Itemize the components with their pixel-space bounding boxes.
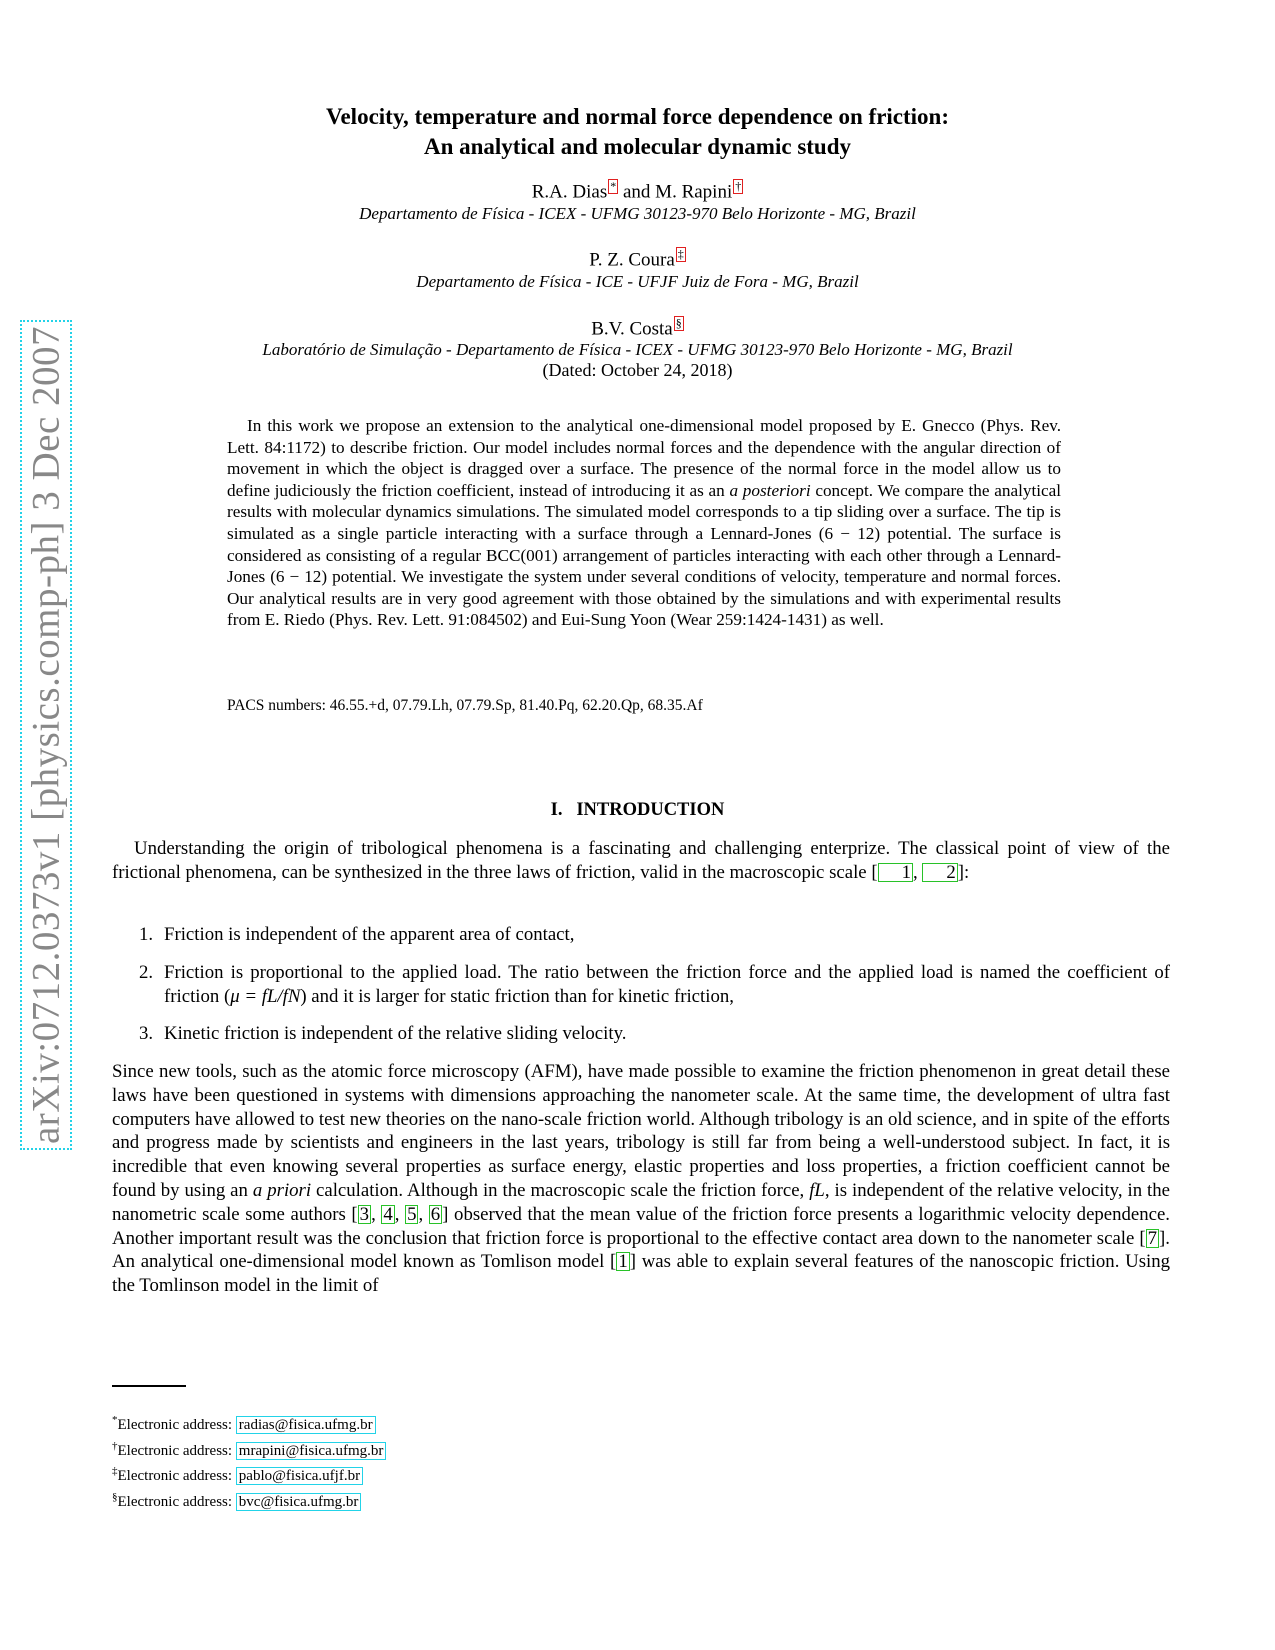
footnote-label: Electronic address: [117, 1468, 233, 1484]
footnote-item [112, 1487, 386, 1513]
footnote-mark-link[interactable]: ‡ [677, 247, 684, 261]
laws-list-3 [112, 1022, 1170, 1046]
footnote-symbol: * [112, 1414, 118, 1426]
body-text: was able to explain several features of the nanoscopic friction. Using the Tomlinson model in the limit of [112, 1251, 1170, 1297]
citation-separator: , [912, 861, 918, 883]
footnote-divider [112, 1385, 186, 1387]
list-number: 2. [139, 962, 154, 983]
citation-link[interactable]: 2 [922, 863, 957, 882]
paper-title [110, 102, 1165, 162]
authors-line-3 [110, 316, 1165, 340]
dated-line: (Dated: October 24, 2018) [542, 360, 733, 380]
email-link[interactable]: pablo@fisica.ufjf.br [236, 1467, 363, 1485]
section-title: INTRODUCTION [576, 800, 725, 820]
author-name: P. Z. Coura [589, 249, 675, 271]
friction-formula: μ = fL/fN [230, 985, 301, 1007]
authors-line-2 [110, 247, 1165, 271]
body-italic: a priori [252, 1179, 312, 1201]
footnote-label: Electronic address: [117, 1493, 233, 1510]
author-connector: and [622, 181, 651, 203]
intro-text: Understanding the origin of tribological phenomena is a fascinating and challenging enterprize. The classical point of view of the frictional phenomena, can be synthesized in the three laws of friction, valid in the macroscopic scale [112, 838, 1170, 883]
affiliation-1: Departamento de Física - ICEX - UFMG 30123-970 Belo Horizonte - MG, Brazil [359, 204, 916, 223]
footnote-item [112, 1436, 386, 1462]
citation-link[interactable]: 4 [383, 1203, 393, 1225]
footnote-symbol: † [112, 1439, 118, 1452]
list-text: Friction is proportional to the applied load. The ratio between the friction force and the applied load is named the coefficient of friction ( [164, 962, 1170, 1007]
list-number: 3. [139, 1023, 154, 1044]
body-paragraph: Since new tools, such as the atomic force microscopy (AFM), have made possible to examine the friction phenomenon in great detail these laws have been questioned in systems with dimensions approaching the nanometer scale. At the same time, the development of ultra fast computers have allowed to test new theories on the nano-scale friction world. Although tribology is an old science, and in spite of the efforts and progress made by scientists and engineers in the last years, tribology is still far from being a well-understood subject. In fact, it is incredible that even knowing several properties as surface energy, elastic properties and loss properties, a friction coefficient cannot be found by using an a priori calculation. Although in the macroscopic scale the friction force, fL, is independent of the relative velocity, in the nanometric scale some authors [ 3 , 4 , 5 , 6 ] observed that the mean value of the friction force presents a logarithmic velocity dependence. Another important result was the conclusion that friction force is proportional to the effective contact area down to the nanometer scale [ 7 ]. An analytical one-dimensional model known as Tomlison model [ 1 ] was able to explain several features of the nanoscopic friction. Using the Tomlinson model in the limit of [112, 1061, 1171, 1297]
arxiv-stamp[interactable] [20, 320, 72, 1150]
footnote-label: Electronic address: [117, 1442, 233, 1459]
intro-paragraph: Understanding the origin of tribological phenomena is a fascinating and challenging enterprize. The classical point of view of the frictional phenomena, can be synthesized in the three laws of friction, valid in the macroscopic scale [ 1 , 2 ]: [112, 838, 1170, 883]
authors-line-1 [110, 179, 1165, 203]
abstract-text-2: concept. We compare the analytical results with molecular dynamics simulations. The simulated model corresponds to a tip sliding over a surface. The tip is simulated as a single particle interacting with a surface through a Lennard-Jones (6 − 12) potential. The surface is considered as consisting of a regular BCC(001) arrangement of particles interacting with each other through a Lennard-Jones (6 − 12) potential. We investigate the system under several conditions of velocity, temperature and normal forces. Our analytical results are in very good agreement with those obtained by the simulations and with experimental results from E. Riedo (Phys. Rev. Lett. 91:084502) and Eui-Sung Yoon (Wear 259:1424-1431) as well. [227, 480, 1062, 630]
pacs-numbers: PACS numbers: 46.55.+d, 07.79.Lh, 07.79.Sp, 81.40.Pq, 62.20.Qp, 68.35.Af [227, 697, 703, 714]
list-item [112, 923, 1170, 947]
intro-colon: : [964, 861, 970, 883]
list-text: Friction is independent of the apparent area of contact, [164, 924, 575, 945]
footnote-label: Electronic address: [117, 1417, 233, 1433]
title-line-2: An analytical and molecular dynamic study [423, 134, 852, 159]
footnote-mark-link[interactable]: * [610, 179, 617, 193]
section-number: I. [550, 800, 563, 820]
email-link[interactable]: mrapini@fisica.ufmg.br [236, 1442, 387, 1460]
body-text: Since new tools, such as the atomic force microscopy (AFM), have made possible to examine the friction phenomenon in great detail these laws have been questioned in systems with dimensions approaching the nanometer scale. At the same time, the development of ultra fast computers have allowed to test new theories on the nano-scale friction world. Although tribology is an old science, and in spite of the efforts and progress made by scientists and engineers in the last years, tribology is still far from being a well-understood subject. In fact, it is incredible that even knowing several properties as surface energy, elastic properties and loss properties, a friction coefficient cannot be found by using an [112, 1061, 1170, 1201]
citation-link[interactable]: 5 [407, 1203, 417, 1225]
footnote-mark-link[interactable]: § [675, 316, 682, 330]
abstract [227, 415, 1061, 631]
title-line-1: Velocity, temperature and normal force dependence on friction: [325, 104, 950, 129]
citation-link[interactable]: 6 [430, 1203, 441, 1225]
list-text: Kinetic friction is independent of the relative sliding velocity. [164, 1023, 627, 1044]
body-text: , is independent of the relative velocity, in the nanometric scale some authors [112, 1179, 1171, 1225]
author-name: R.A. Dias [531, 181, 608, 203]
abstract-text-1: In this work we propose an extension to the analytical one-dimensional model proposed by E. Gnecco (Phys. Rev. Lett. 84:1172) to describe friction. Our model includes normal forces and the dependence with the angular direction of movement in which the object is dragged over a surface. The presence of the normal force in the model allow us to define judiciously the friction coefficient, instead of introducing it as an [227, 416, 1061, 500]
section-heading [110, 800, 1165, 821]
footnote-symbol: § [112, 1490, 118, 1503]
footnote-item [112, 1461, 386, 1487]
list-item [112, 961, 1170, 1009]
body-text: . An analytical one-dimensional model known as Tomlison model [112, 1227, 1170, 1273]
citation-link[interactable]: 1 [878, 863, 913, 882]
body-text: calculation. Although in the macroscopic scale the friction force, [316, 1179, 805, 1201]
email-link[interactable]: radias@fisica.ufmg.br [236, 1416, 376, 1434]
list-text: ) and it is larger for static friction than for kinetic friction, [300, 985, 734, 1007]
citation-link[interactable]: 1 [618, 1251, 628, 1273]
footnote-item [112, 1410, 386, 1436]
laws-list-2 [112, 961, 1170, 1009]
author-name: B.V. Costa [591, 318, 673, 340]
citation-link[interactable]: 3 [359, 1203, 370, 1225]
laws-list [112, 923, 1170, 947]
abstract-italic: a posteriori [729, 480, 811, 500]
affiliation-2: Departamento de Física - ICE - UFJF Juiz de Fora - MG, Brazil [416, 272, 859, 291]
footnotes [112, 1410, 386, 1512]
footnote-mark-link[interactable]: † [735, 179, 742, 193]
body-text: observed that the mean value of the friction force presents a logarithmic velocity dependence. Another important result was the conclusion that friction force is proportional to the effective contact area down to the nanometer scale [112, 1203, 1171, 1249]
list-number: 1. [139, 924, 154, 945]
author-name: M. Rapini [655, 181, 733, 203]
arxiv-stamp-text: arXiv:0712.0373v1 [physics.comp-ph] 3 Dec 2007 [24, 325, 68, 1145]
friction-symbol: fL [809, 1179, 825, 1201]
citation-link[interactable]: 7 [1147, 1227, 1158, 1249]
footnote-symbol: ‡ [112, 1465, 118, 1477]
affiliation-3: Laboratório de Simulação - Departamento de Física - ICEX - UFMG 30123-970 Belo Horizonte - MG, Brazil [262, 340, 1013, 359]
list-item [112, 1022, 1170, 1046]
email-link[interactable]: bvc@fisica.ufmg.br [236, 1493, 362, 1511]
